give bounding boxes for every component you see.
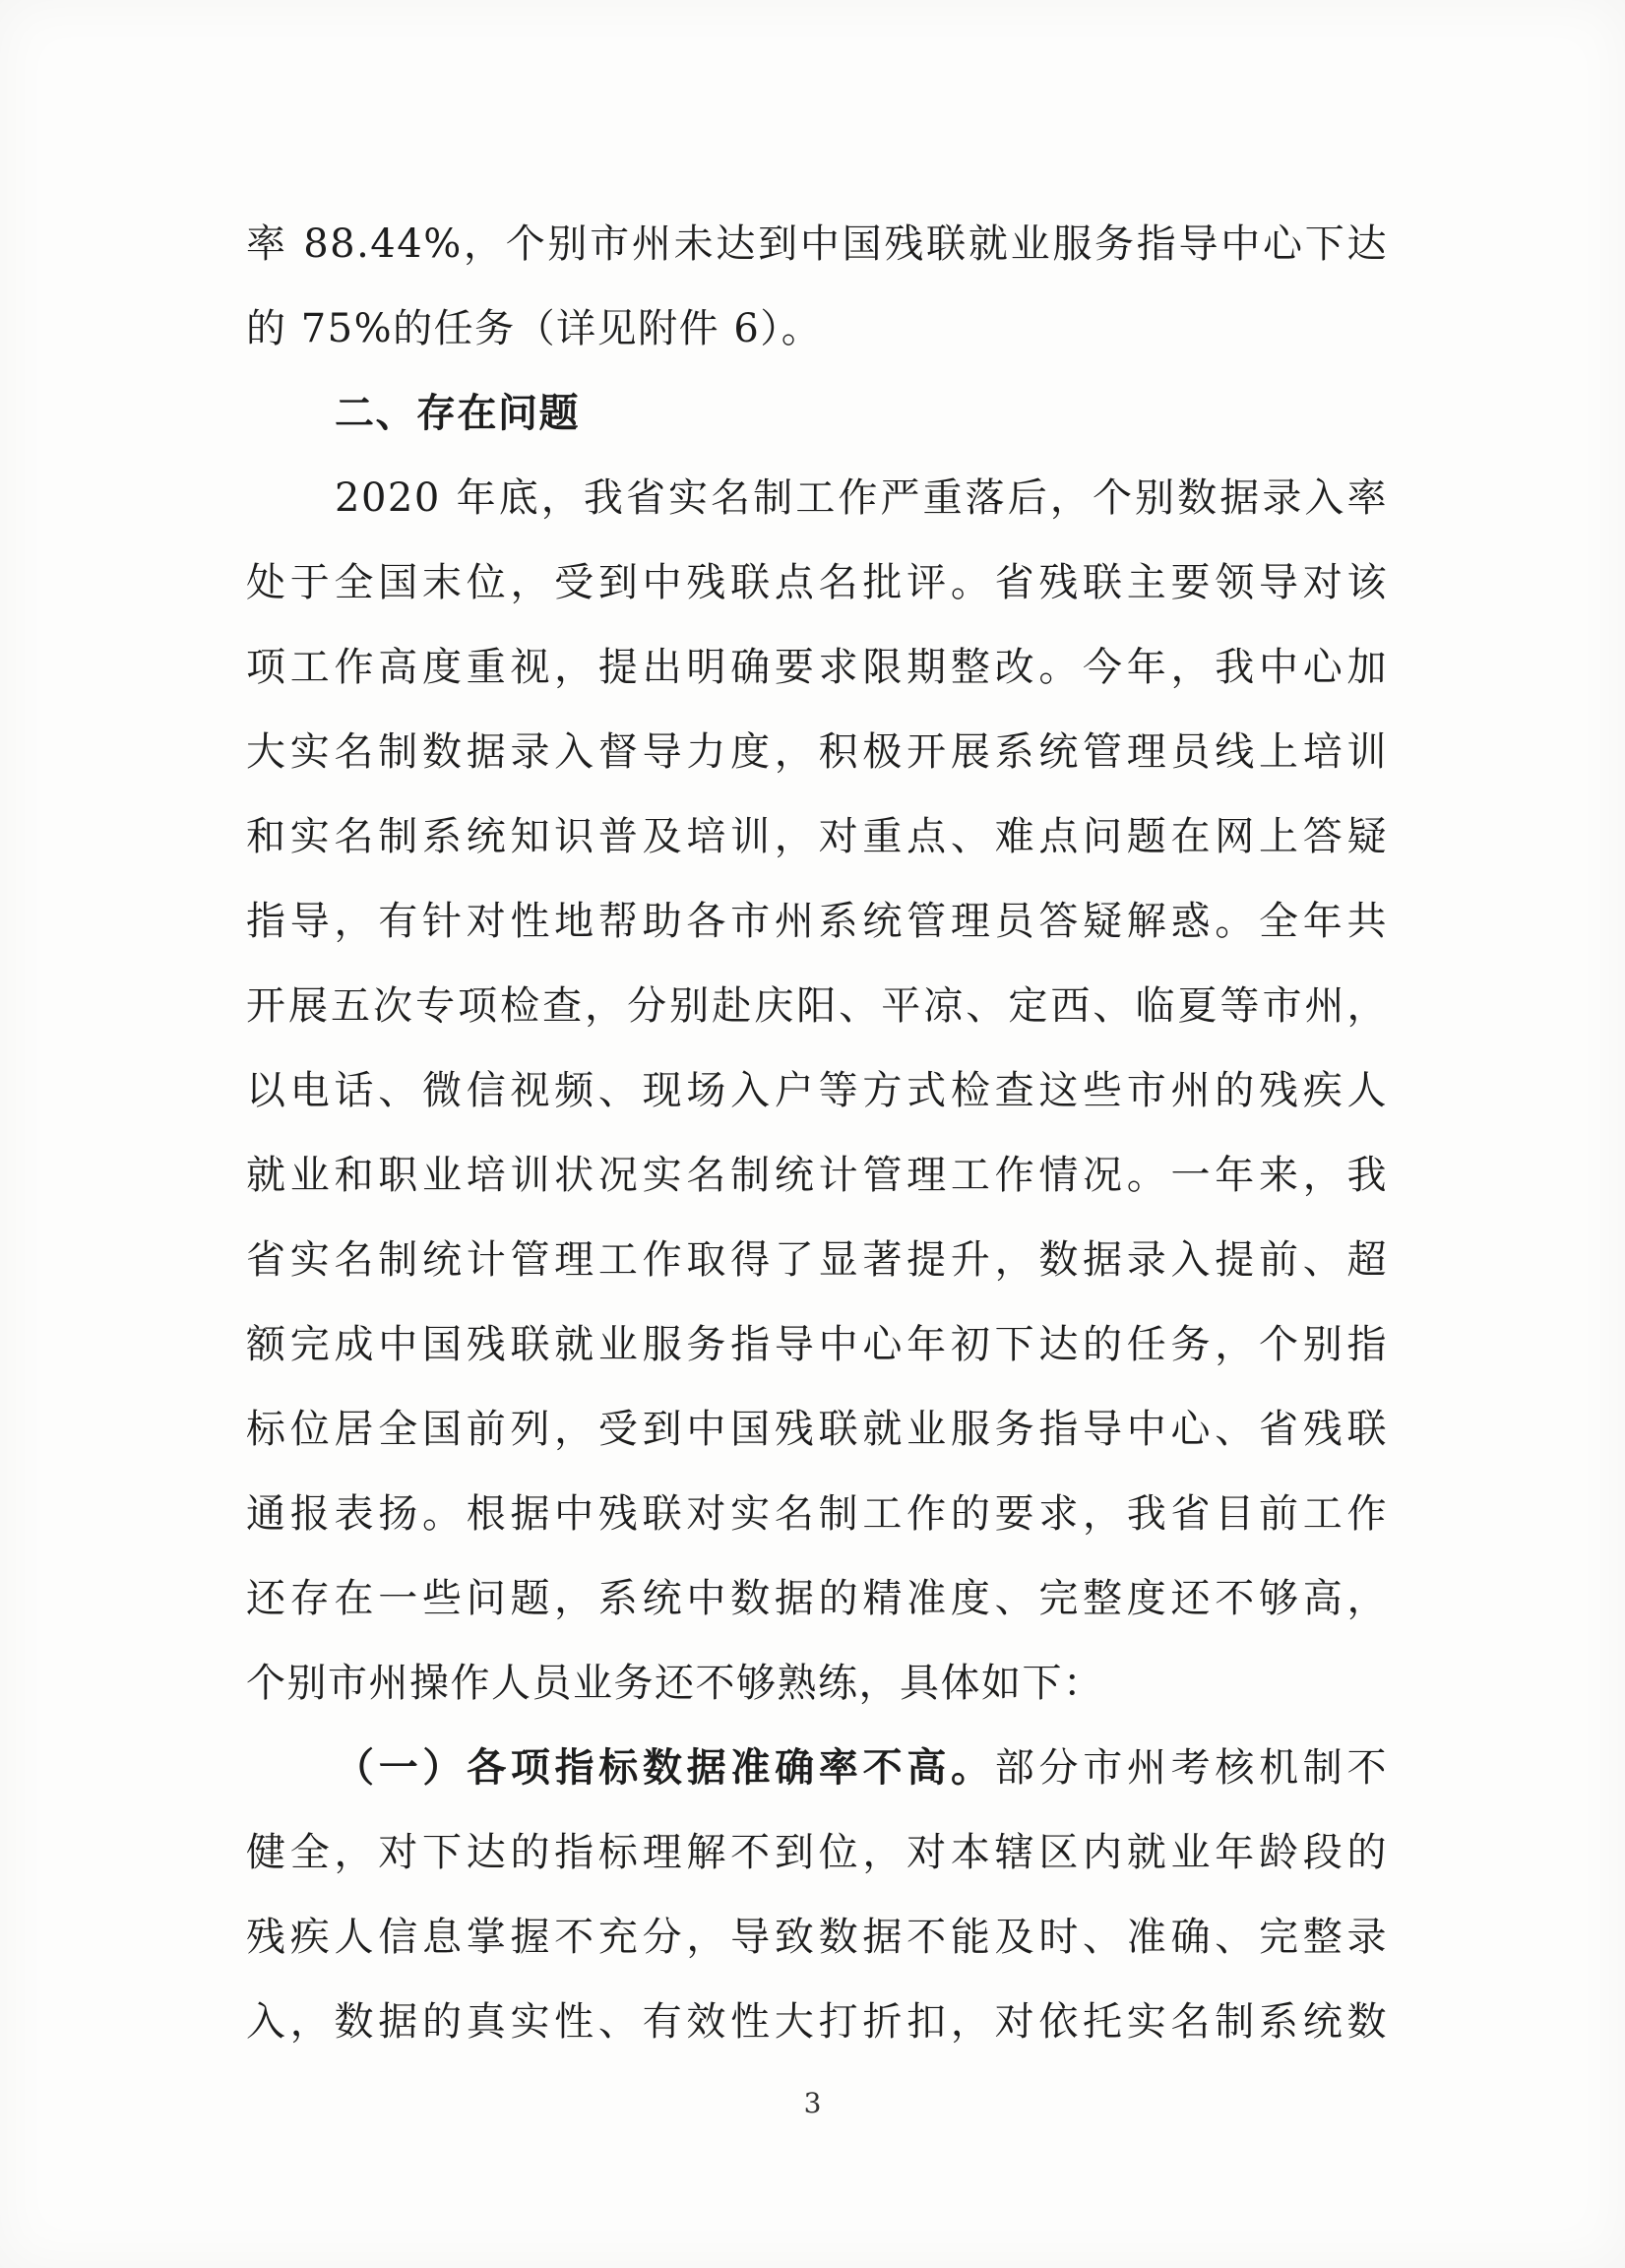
subsection-heading: （一）各项指标数据准确率不高。	[335, 1744, 995, 1791]
paragraph-line: 标位居全国前列，受到中国残联就业服务指导中心、省残联	[246, 1407, 1388, 1452]
paragraph-line: 的 75%的任务（详见附件 6）。	[246, 306, 823, 351]
paragraph-line: 省实名制统计管理工作取得了显著提升，数据录入提前、超	[246, 1237, 1388, 1283]
paragraph-line: 率 88.44%，个别市州未达到中国残联就业服务指导中心下达	[246, 221, 1388, 267]
paragraph-line: 处于全国末位，受到中残联点名批评。省残联主要领导对该	[246, 560, 1388, 605]
paragraph-line: 就业和职业培训状况实名制统计管理工作情况。一年来，我	[246, 1153, 1388, 1198]
paragraph-line: 个别市州操作人员业务还不够熟练，具体如下：	[246, 1661, 1104, 1706]
subsection-line	[246, 1726, 1388, 1810]
paragraph-line: 通报表扬。根据中残联对实名制工作的要求，我省目前工作	[246, 1491, 1388, 1537]
paragraph-line: 项工作高度重视，提出明确要求限期整改。今年，我中心加	[246, 645, 1388, 690]
paragraph-line: 残疾人信息掌握不充分，导致数据不能及时、准确、完整录	[246, 1915, 1388, 1960]
paragraph-line: 还存在一些问题，系统中数据的精准度、完整度还不够高，	[246, 1576, 1388, 1621]
section-heading: 二、存在问题	[335, 391, 580, 436]
page-number: 3	[803, 2087, 822, 2119]
subsection-text: 部分市州考核机制不	[994, 1745, 1389, 1791]
paragraph-line: 以电话、微信视频、现场入户等方式检查这些市州的残疾人	[246, 1068, 1388, 1113]
paragraph-line: 指导，有针对性地帮助各市州系统管理员答疑解惑。全年共	[246, 899, 1388, 944]
paragraph-line: 额完成中国残联就业服务指导中心年初下达的任务，个别指	[246, 1322, 1388, 1367]
body-text	[246, 202, 1388, 2064]
paragraph-line: 入，数据的真实性、有效性大打折扣，对依托实名制系统数	[246, 1999, 1388, 2045]
paragraph-line: 开展五次专项检查，分别赴庆阳、平凉、定西、临夏等市州，	[246, 983, 1388, 1029]
paragraph-line: 2020 年底，我省实名制工作严重落后，个别数据录入率	[335, 475, 1388, 521]
paragraph-line: 健全，对下达的指标理解不到位，对本辖区内就业年龄段的	[246, 1830, 1388, 1875]
paragraph-line: 和实名制系统知识普及培训，对重点、难点问题在网上答疑	[246, 814, 1388, 859]
paragraph-line: 大实名制数据录入督导力度，积极开展系统管理员线上培训	[246, 729, 1388, 775]
